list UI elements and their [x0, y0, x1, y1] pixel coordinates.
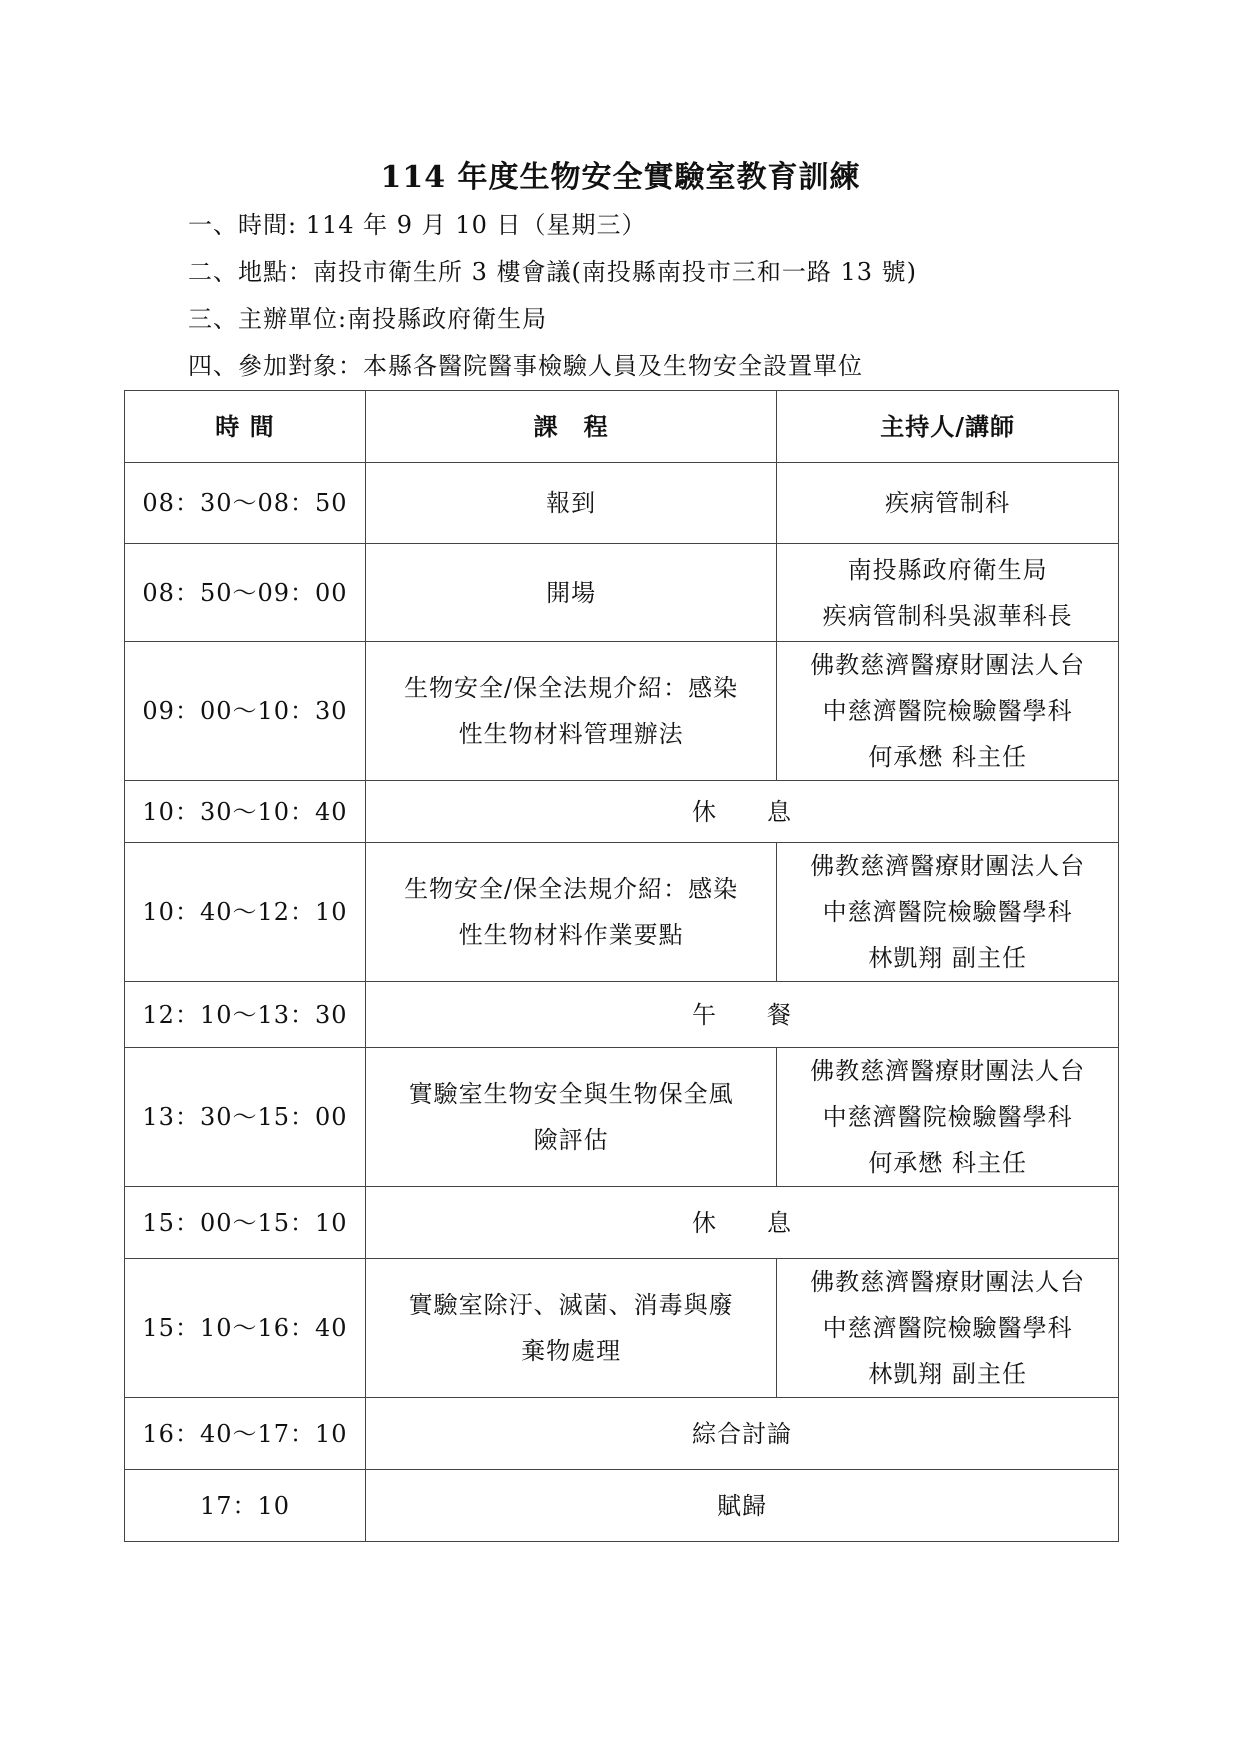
time-cell: 15：10～16：40: [125, 1259, 366, 1398]
course-cell: [365, 1259, 776, 1398]
host-line: 林凱翔 副主任: [868, 1360, 1027, 1388]
time-cell: 13：30～15：00: [125, 1048, 366, 1187]
table-row: [125, 982, 1119, 1048]
host-line: 中慈濟醫院檢驗醫學科: [822, 697, 1073, 725]
span-cell: 賦歸: [365, 1470, 1118, 1542]
table-row: [125, 1470, 1119, 1542]
time-cell: 17：10: [125, 1470, 366, 1542]
time-cell: 12：10～13：30: [125, 982, 366, 1048]
table-header-row: [125, 391, 1119, 463]
table-row: [125, 781, 1119, 843]
host-line: 佛教慈濟醫療財團法人台: [810, 1268, 1086, 1296]
host-cell: [777, 463, 1119, 544]
time-cell: 16：40～17：10: [125, 1398, 366, 1470]
table-row: [125, 463, 1119, 544]
table-row: [125, 1048, 1119, 1187]
host-line: 林凱翔 副主任: [868, 944, 1027, 972]
course-line: 實驗室生物安全與生物保全風: [408, 1080, 734, 1108]
time-cell: 10：40～12：10: [125, 843, 366, 982]
course-cell: [365, 642, 776, 781]
host-cell: [777, 1048, 1119, 1187]
host-line: 中慈濟醫院檢驗醫學科: [822, 1314, 1073, 1342]
span-cell: 午 餐: [365, 982, 1118, 1048]
course-line: 性生物材料作業要點: [458, 921, 684, 949]
info-audience: 四、參加對象：本縣各醫院醫事檢驗人員及生物安全設置單位: [188, 352, 863, 380]
span-cell: 休 息: [365, 1187, 1118, 1259]
table-row: [125, 843, 1119, 982]
table-row: [125, 1398, 1119, 1470]
host-line: 中慈濟醫院檢驗醫學科: [822, 1103, 1073, 1131]
host-line: 疾病管制科: [885, 489, 1011, 517]
time-cell: 08：30～08：50: [125, 463, 366, 544]
info-time: 一、時間: 114 年 9 月 10 日（星期三）: [188, 211, 647, 239]
host-line: 何承懋 科主任: [868, 1149, 1027, 1177]
course-line: 實驗室除汙、滅菌、消毒與廢: [408, 1291, 734, 1319]
host-cell: [777, 642, 1119, 781]
table-row: [125, 1187, 1119, 1259]
course-line: 棄物處理: [521, 1337, 622, 1365]
document-title: 114 年度生物安全實驗室教育訓練: [380, 160, 861, 195]
time-cell: 09：00～10：30: [125, 642, 366, 781]
header-course: 課 程: [365, 391, 776, 463]
host-cell: [777, 843, 1119, 982]
host-line: 佛教慈濟醫療財團法人台: [810, 651, 1086, 679]
course-line: 報到: [546, 489, 597, 517]
info-place: 二、地點：南投市衛生所 3 樓會議(南投縣南投市三和一路 13 號): [188, 258, 918, 286]
course-line: 生物安全/保全法規介紹：感染: [404, 875, 739, 903]
course-line: 生物安全/保全法規介紹：感染: [404, 674, 739, 702]
schedule-table: [124, 390, 1119, 1542]
host-line: 中慈濟醫院檢驗醫學科: [822, 898, 1073, 926]
host-line: 南投縣政府衛生局: [847, 555, 1048, 584]
time-cell: 10：30～10：40: [125, 781, 366, 843]
host-cell: [777, 1259, 1119, 1398]
host-line: 佛教慈濟醫療財團法人台: [810, 852, 1086, 880]
time-cell: 15：00～15：10: [125, 1187, 366, 1259]
course-line: 險評估: [533, 1126, 609, 1154]
host-line: 疾病管制科吳淑華科長: [822, 601, 1073, 630]
course-cell: [365, 1048, 776, 1187]
host-cell: [777, 544, 1119, 642]
info-organizer: 三、主辦單位:南投縣政府衛生局: [188, 305, 548, 333]
table-row: [125, 642, 1119, 781]
header-time: 時 間: [125, 391, 366, 463]
table-row: [125, 544, 1119, 642]
host-line: 何承懋 科主任: [868, 743, 1027, 771]
course-cell: [365, 843, 776, 982]
course-cell: [365, 544, 776, 642]
time-cell: 08：50～09：00: [125, 544, 366, 642]
host-line: 佛教慈濟醫療財團法人台: [810, 1057, 1086, 1085]
course-line: 開場: [546, 578, 597, 607]
table-row: [125, 1259, 1119, 1398]
course-cell: [365, 463, 776, 544]
span-cell: 休 息: [365, 781, 1118, 843]
header-host: 主持人/講師: [777, 391, 1119, 463]
span-cell: 綜合討論: [365, 1398, 1118, 1470]
course-line: 性生物材料管理辦法: [458, 720, 684, 748]
